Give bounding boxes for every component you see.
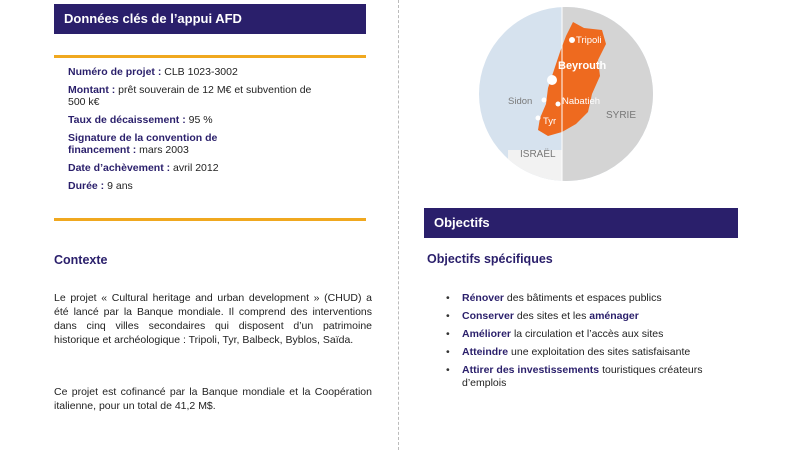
objectifs-header: Objectifs (424, 208, 738, 238)
key-item-project-number (68, 66, 328, 78)
key-value: 9 ans (104, 180, 133, 192)
key-item-completion-date (68, 162, 328, 174)
list-item (446, 364, 726, 390)
key-value: 95 % (185, 114, 213, 126)
tyr-dot (536, 116, 541, 121)
contexte-title: Contexte (54, 253, 108, 267)
key-label: Numéro de projet : (68, 66, 162, 78)
column-divider (398, 0, 399, 450)
objective-text: touristiques créateurs d’emplois (462, 364, 703, 389)
key-item-signature (68, 132, 218, 156)
objective-text: une exploitation des sites satisfaisante (508, 346, 691, 358)
key-value: CLB 1023-3002 (161, 66, 238, 78)
beyrouth-dot (547, 75, 557, 85)
objective-text: la circulation et l’accès aux sites (511, 328, 664, 340)
beyrouth-label: Beyrouth (558, 60, 607, 72)
key-label: Montant : (68, 84, 116, 96)
tripoli-dot (569, 37, 575, 43)
list-item (446, 346, 726, 359)
key-label: Date d’achèvement : (68, 162, 171, 174)
key-item-disbursement-rate (68, 114, 328, 126)
key-item-amount (68, 84, 328, 108)
objective-text: des sites et les (513, 310, 590, 322)
nabatieh-label: Nabatieh (562, 96, 601, 107)
objective-verb: Rénover (462, 292, 505, 304)
list-item (446, 310, 726, 323)
key-label: Taux de décaissement : (68, 114, 186, 126)
objective-verb-2: aménager (589, 310, 639, 322)
list-item (446, 292, 726, 305)
key-label: Signature de la convention de financement : (68, 132, 218, 156)
objective-verb: Attirer des investissements (462, 364, 600, 376)
objectifs-list (446, 292, 726, 395)
lebanon-map (478, 0, 654, 188)
tripoli-label: Tripoli (576, 35, 602, 46)
key-value: prêt souverain de 12 M€ et subvention de 500 k€ (68, 84, 312, 108)
key-label: Durée : (68, 180, 105, 192)
nabatieh-dot (556, 102, 561, 107)
objective-text: des bâtiments et espaces publics (504, 292, 662, 304)
list-item (446, 328, 726, 341)
key-value: avril 2012 (170, 162, 219, 174)
key-item-duration (68, 180, 328, 192)
objective-verb: Conserver (462, 310, 514, 322)
key-data-bottom-rule (54, 218, 366, 221)
key-data-top-rule (54, 55, 366, 58)
israel-label: ISRAËL (520, 149, 556, 160)
key-data-list (68, 66, 328, 198)
key-data-header: Données clés de l’appui AFD (54, 4, 366, 34)
sidon-label: Sidon (508, 96, 533, 107)
key-value: mars 2003 (136, 144, 189, 156)
sidon-dot (542, 98, 547, 103)
contexte-paragraph-2: Ce projet est cofinancé par la Banque mondiale et la Coopération italienne, pour un total de 41,2 M$. (54, 386, 372, 412)
objective-verb: Améliorer (462, 328, 512, 340)
syrie-label: SYRIE (606, 110, 637, 121)
objective-verb: Atteindre (462, 346, 509, 358)
tyr-label: Tyr (543, 116, 557, 127)
contexte-paragraph-1: Le projet « Cultural heritage and urban development » (CHUD) a été lancé par la Banque mondiale. Il comprend des interventions dans cinq villes secondaires qui disposent d’un patrimoine historique et archéologique : Tripoli, Tyr, Balbeck, Byblos, Saïda. (54, 292, 372, 346)
objectifs-subtitle: Objectifs spécifiques (427, 252, 553, 266)
